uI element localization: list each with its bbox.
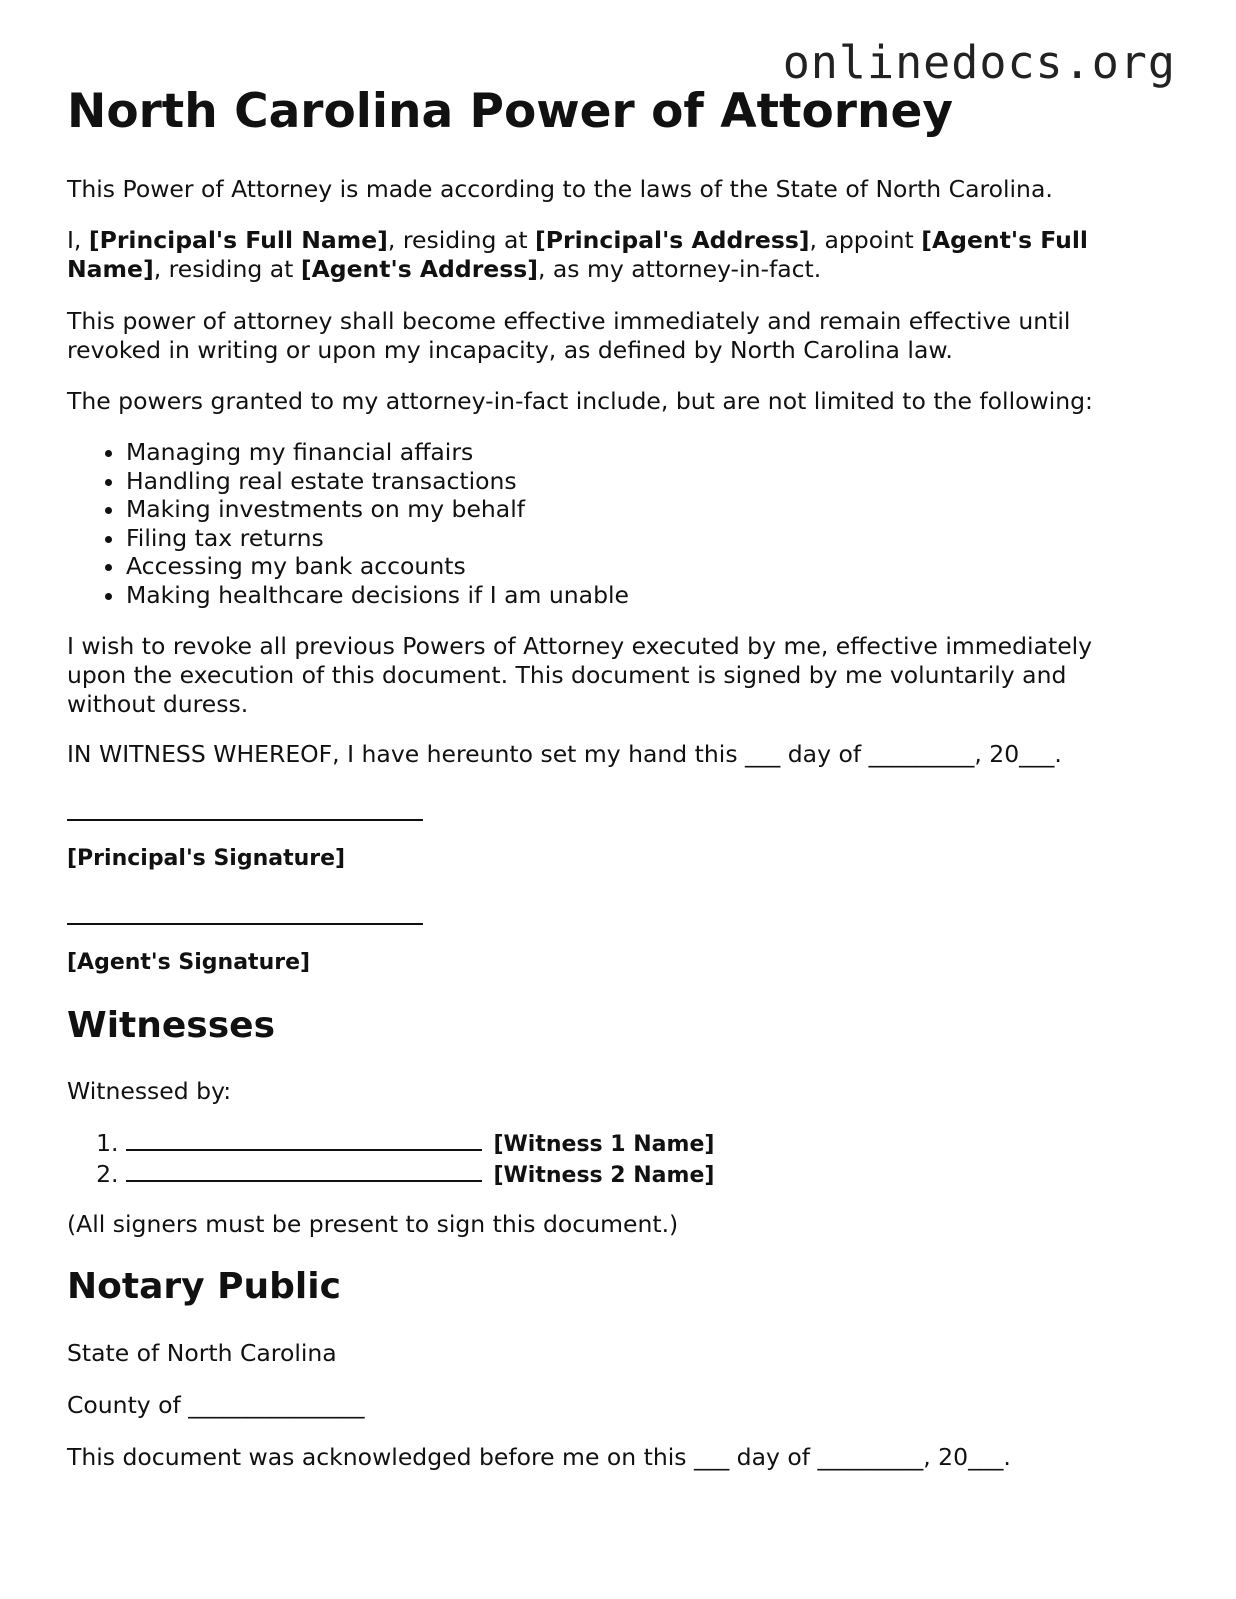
principal-signature-line <box>67 819 423 821</box>
witnesses-heading: Witnesses <box>67 1005 276 1046</box>
notary-county: County of _______________ <box>67 1391 365 1419</box>
list-item: • Making investments on my behalf <box>126 495 629 524</box>
agent-signature-line <box>67 923 423 925</box>
appointment-paragraph <box>67 226 1137 284</box>
list-item: • Making healthcare decisions if I am unable <box>126 581 629 610</box>
revocation-paragraph: I wish to revoke all previous Powers of Attorney executed by me, effective immediately upon the execution of this document. This document is signed by me voluntarily and without duress. <box>67 632 1093 718</box>
watermark: onlinedocs.org <box>782 36 1176 89</box>
agent-name-placeholder: [Agent's Full Name] <box>67 226 1088 283</box>
appointment-text-2: , residing at <box>387 226 536 254</box>
witnessed-by-label: Witnessed by: <box>67 1077 232 1105</box>
agent-address-placeholder: [Agent's Address] <box>300 255 538 283</box>
list-item: • Accessing my bank accounts <box>126 552 629 581</box>
intro-paragraph: This Power of Attorney is made according to the laws of the State of North Carolina. <box>67 175 1053 203</box>
list-item: • Managing my financial affairs <box>126 438 629 467</box>
powers-list <box>67 438 629 609</box>
list-item: • Filing tax returns <box>126 524 629 553</box>
witness-1-signature-line <box>126 1131 482 1151</box>
appointment-text-4: , residing at <box>153 255 301 283</box>
list-item: • Handling real estate transactions <box>126 467 629 496</box>
witness-whereof-paragraph: IN WITNESS WHEREOF, I have hereunto set my hand this ___ day of _________, 20___. <box>67 740 1062 768</box>
witnesses-list <box>67 1129 714 1190</box>
appointment-text-3: , appoint <box>809 226 922 254</box>
witness-2-signature-line <box>126 1162 482 1182</box>
appointment-text-1: I, <box>67 226 89 254</box>
witness-1-name-placeholder: [Witness 1 Name] <box>493 1132 715 1157</box>
signers-note: (All signers must be present to sign this document.) <box>67 1210 679 1238</box>
notary-state: State of North Carolina <box>67 1339 337 1367</box>
agent-signature-label: [Agent's Signature] <box>67 950 311 975</box>
list-item <box>126 1129 714 1160</box>
witness-2-name-placeholder: [Witness 2 Name] <box>493 1162 715 1188</box>
principal-address-placeholder: [Principal's Address] <box>535 226 810 254</box>
notary-heading: Notary Public <box>67 1266 341 1307</box>
list-item <box>126 1160 714 1191</box>
principal-name-placeholder: [Principal's Full Name] <box>88 226 388 254</box>
effective-paragraph: This power of attorney shall become effective immediately and remain effective until revoked in writing or upon my incapacity, as defined by North Carolina law. <box>67 307 1071 364</box>
powers-intro: The powers granted to my attorney-in-fact include, but are not limited to the following: <box>67 387 1093 415</box>
appointment-text-5: , as my attorney-in-fact. <box>537 255 822 283</box>
notary-acknowledgment: This document was acknowledged before me on this ___ day of _________, 20___. <box>67 1443 1011 1471</box>
principal-signature-label: [Principal's Signature] <box>67 846 346 871</box>
document-title: North Carolina Power of Attorney <box>67 84 953 139</box>
